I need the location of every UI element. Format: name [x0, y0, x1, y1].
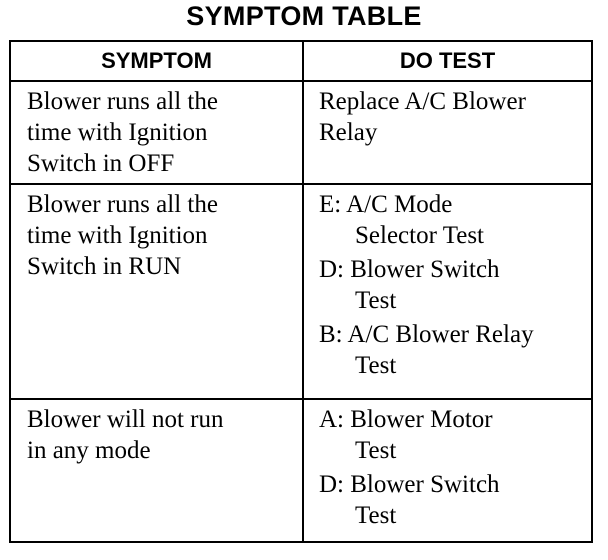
table-row	[10, 81, 592, 184]
test-text-line: Replace A/C Blower	[319, 88, 526, 115]
symptom-column-header: SYMPTOM	[10, 41, 303, 81]
test-entry	[319, 469, 583, 531]
test-text-line: Test	[355, 352, 397, 379]
test-text-line: D: Blower Switch	[319, 256, 500, 283]
symptom-text-line: time with Ignition	[27, 222, 208, 249]
symptom-text-line: time with Ignition	[27, 119, 208, 146]
symptom-text-line: Blower will not run	[27, 406, 224, 433]
test-entry	[319, 254, 583, 316]
symptom-text-line: Switch in RUN	[27, 253, 182, 280]
test-text-line: A: Blower Motor	[319, 406, 493, 433]
table-row	[10, 399, 592, 542]
test-text-line: Test	[355, 502, 397, 529]
table-row	[10, 184, 592, 399]
do-test-cell	[303, 81, 592, 184]
test-text-line: B: A/C Blower Relay	[319, 321, 534, 348]
symptom-cell	[10, 399, 303, 542]
symptom-text-line: Switch in OFF	[27, 150, 175, 177]
test-text-line: E: A/C Mode	[319, 191, 453, 218]
symptom-text-line: Blower runs all the	[27, 191, 218, 218]
do-test-cell	[303, 399, 592, 542]
test-text-line: Selector Test	[355, 222, 485, 249]
test-entry	[319, 86, 583, 148]
do-test-column-header: DO TEST	[303, 41, 592, 81]
do-test-cell	[303, 184, 592, 399]
table-header-row	[10, 41, 592, 81]
symptom-cell	[10, 81, 303, 184]
symptom-text-line: in any mode	[27, 437, 151, 464]
test-text-line: Test	[355, 287, 397, 314]
test-entry	[319, 189, 583, 251]
symptom-table	[9, 40, 593, 543]
test-text-line: Test	[355, 437, 397, 464]
test-text-line: Relay	[319, 119, 378, 146]
symptom-text-line: Blower runs all the	[27, 88, 218, 115]
test-text-line: D: Blower Switch	[319, 471, 500, 498]
test-entry	[319, 319, 583, 381]
test-entry	[319, 404, 583, 466]
symptom-cell	[10, 184, 303, 399]
page-title: SYMPTOM TABLE	[186, 1, 422, 31]
